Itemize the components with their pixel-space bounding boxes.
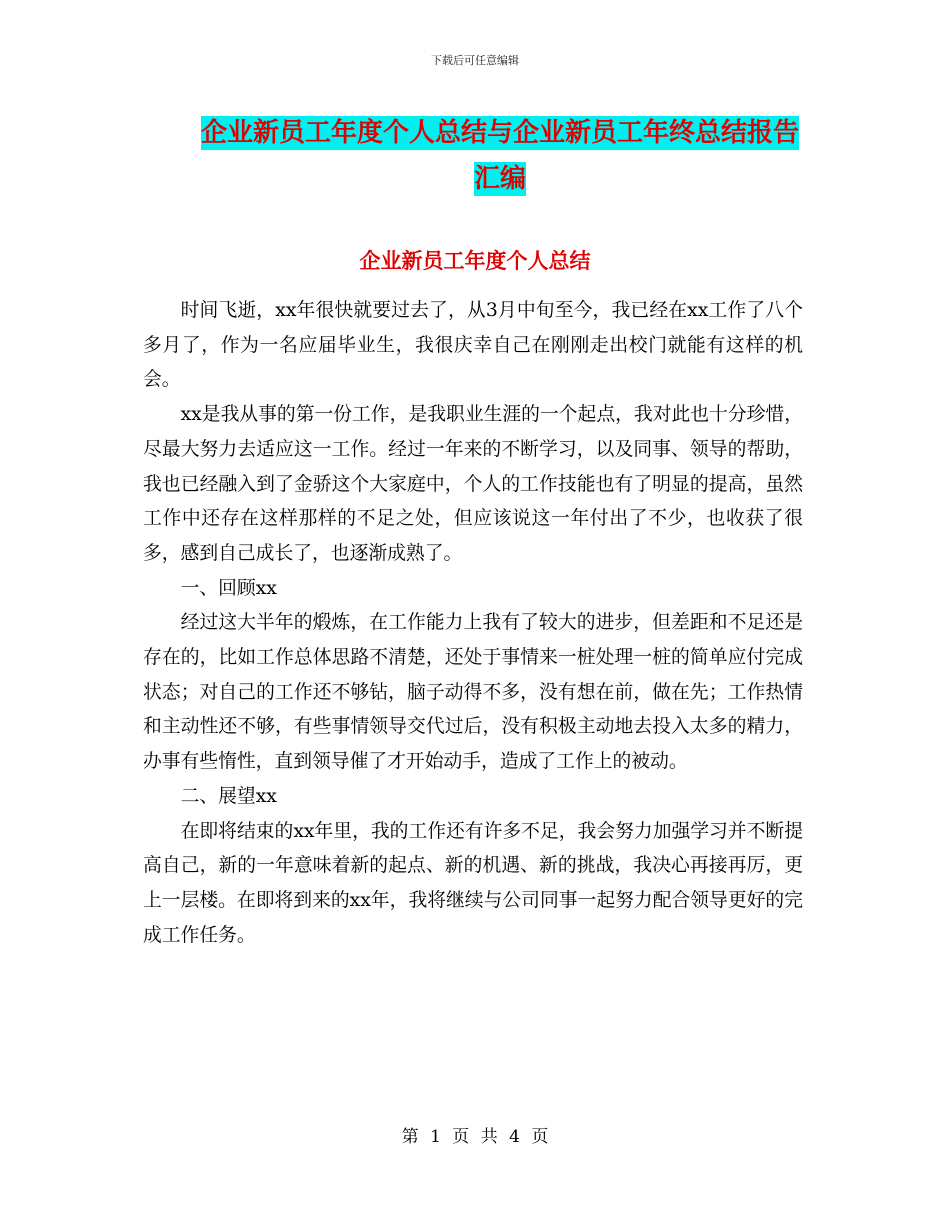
heading-review: 一、回顾xx: [180, 577, 277, 599]
paragraph-review: 经过这大半年的煅炼，在工作能力上我有了较大的进步，但差距和不足还是存在的，比如工作总体思路不清楚，还处于事情来一桩处理一桩的简单应付完成状态；对自己的工作还不够钻，脑子动得不多，没有想在前，做在先；工作热情和主动性还不够，有些事情领导交代过后，没有积极主动地去投入太多的精力，办事有些惰性，直到领导催了才开始动手，造成了工作上的被动。: [143, 612, 803, 773]
heading-outlook: 二、展望xx: [180, 785, 277, 807]
document-title-line-1: 企业新员工年度个人总结与企业新员工年终总结报告: [200, 118, 799, 148]
page-header-note: 下载后可任意编辑: [431, 54, 519, 67]
paragraph-first-job: xx是我从事的第一份工作，是我职业生涯的一个起点，我对此也十分珍惜，尽最大努力去适应这一工作。经过一年来的不断学习，以及同事、领导的帮助，我也已经融入到了金骄这个大家庭中，个人的工作技能也有了明显的提高，虽然工作中还存在这样那样的不足之处，但应该说这一年付出了不少，也收获了很多，感到自己成长了，也逐渐成熟了。: [143, 404, 803, 564]
document-title: [190, 110, 810, 202]
paragraph-intro: 时间飞逝，xx年很快就要过去了，从3月中旬至今，我已经在xx工作了八个多月了，作为一名应届毕业生，我很庆幸自己在刚刚走出校门就能有这样的机会。: [143, 300, 803, 391]
paragraph-outlook: 在即将结束的xx年里，我的工作还有许多不足，我会努力加强学习并不断提高自己，新的一年意味着新的起点、新的机遇、新的挑战，我决心再接再厉，更上一层楼。在即将到来的xx年，我将继续与公司同事一起努力配合领导更好的完成工作任务。: [143, 820, 803, 946]
document-body: [143, 294, 803, 953]
page-number: 第 1 页 共 4 页: [401, 1127, 549, 1147]
document-title-line-2: 汇编: [473, 164, 526, 194]
section-title: 企业新员工年度个人总结: [359, 249, 591, 273]
